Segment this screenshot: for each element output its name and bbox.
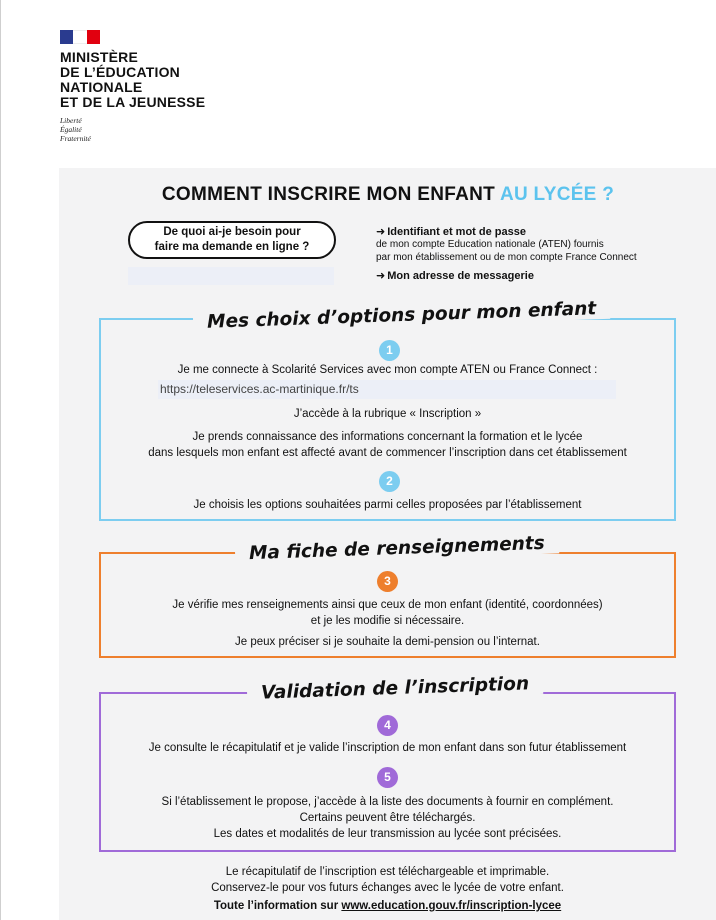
ministry-logo xyxy=(60,30,205,143)
education-website-link[interactable]: www.education.gouv.fr/inscription-lycee xyxy=(341,900,562,912)
info-line-2: dans lesquels mon enfant est affecté avant de commencer l’inscription dans cet établissement xyxy=(148,447,627,459)
verify-line-2: et je les modifie si nécessaire. xyxy=(310,615,465,627)
validate-text: Je consulte le récapitulatif et je valide l’inscription de mon enfant dans son futur établissement xyxy=(148,742,627,754)
page-edge xyxy=(0,0,1,920)
section-info-sheet-title: Ma fiche de renseignements xyxy=(235,532,559,564)
footer-line-1: Le récapitulatif de l’inscription est téléchargeable et imprimable. xyxy=(225,866,550,878)
arrow-right-icon: ➜ xyxy=(376,226,386,238)
docs-line-2: Certains peuvent être téléchargés. xyxy=(299,812,476,824)
access-text: J’accède à la rubrique « Inscription » xyxy=(293,408,482,420)
french-flag-icon xyxy=(60,30,100,44)
needs-item-email: ➜ Mon adresse de messagerie xyxy=(376,270,534,282)
page-title: COMMENT INSCRIRE MON ENFANT AU LYCÉE ? xyxy=(161,184,615,205)
section-options-title: Mes choix d’options pour mon enfant xyxy=(193,298,611,334)
needs-item-credentials: ➜ Identifiant et mot de passe xyxy=(376,226,526,238)
options-text: Je choisis les options souhaitées parmi celles proposées par l’établissement xyxy=(193,499,582,511)
teleservices-url-link[interactable]: https://teleservices.ac-martinique.fr/ts xyxy=(158,380,616,399)
pension-text: Je peux préciser si je souhaite la demi-pension ou l’internat. xyxy=(235,636,540,648)
docs-line-1: Si l’établissement le propose, j’accède à la liste des documents à fournir en complément. xyxy=(161,796,614,808)
step-badge-4: 4 xyxy=(377,715,398,736)
ministry-name: MINISTÈRE DE L’ÉDUCATION NATIONALE ET DE LA JEUNESSE xyxy=(60,49,206,110)
footer-line-2: Conservez-le pour vos futurs échanges avec le lycée de votre enfant. xyxy=(211,882,564,894)
docs-line-3: Les dates et modalités de leur transmission au lycée sont précisées. xyxy=(213,828,562,840)
needs-question-pill: De quoi ai-je besoin pour faire ma demande en ligne ? xyxy=(128,221,336,259)
section-info-sheet xyxy=(99,532,676,658)
step-badge-3: 3 xyxy=(377,571,398,592)
section-options xyxy=(99,298,676,521)
verify-line-1: Je vérifie mes renseignements ainsi que ceux de mon enfant (identité, coordonnées) xyxy=(172,599,603,611)
footer-info: Toute l’information sur www.education.gouv.fr/inscription-lycee xyxy=(213,900,562,912)
info-line-1: Je prends connaissance des informations concernant la formation et le lycée xyxy=(192,431,583,443)
needs-list: ➜ Identifiant et mot de passe de mon compte Education nationale (ATEN) fournis par mon établissement ou de mon compte France Connect ➜ Mon adresse de messagerie xyxy=(376,226,637,282)
step-badge-5: 5 xyxy=(377,767,398,788)
section-validation xyxy=(99,673,676,852)
section-validation-title: Validation de l’inscription xyxy=(247,673,544,704)
connect-text: Je me connecte à Scolarité Services avec mon compte ATEN ou France Connect : xyxy=(177,364,598,376)
republic-motto: Liberté Égalité Fraternité xyxy=(60,116,91,143)
step-badge-1: 1 xyxy=(379,340,400,361)
step-badge-2: 2 xyxy=(379,471,400,492)
empty-field-area xyxy=(128,267,334,285)
arrow-right-icon: ➜ xyxy=(376,270,386,282)
